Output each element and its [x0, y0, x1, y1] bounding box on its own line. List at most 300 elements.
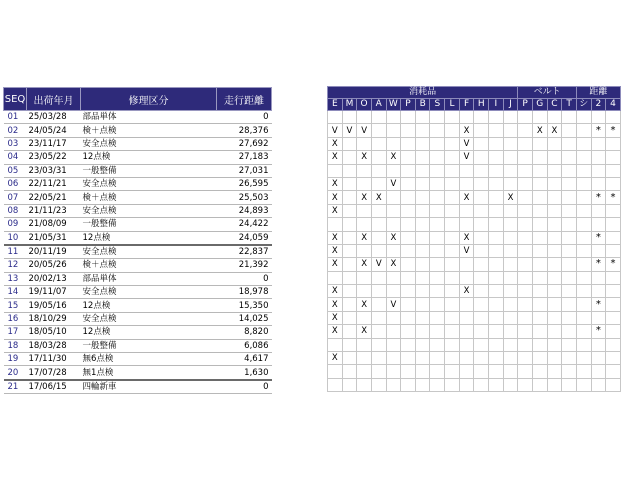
parts-mark-cell: [386, 204, 401, 217]
parts-mark-cell: [576, 164, 591, 177]
parts-mark-cell: [547, 258, 562, 271]
parts-mark-cell: [532, 378, 547, 391]
date-cell: 23/11/17: [27, 137, 81, 150]
parts-mark-cell: [342, 285, 357, 298]
parts-column-header: シ: [576, 99, 591, 111]
date-cell: 23/05/22: [27, 151, 81, 164]
parts-mark-cell: X: [328, 258, 343, 271]
parts-row: [328, 191, 621, 204]
parts-mark-cell: [445, 325, 460, 338]
parts-mark-cell: [342, 137, 357, 150]
parts-mark-cell: [401, 164, 416, 177]
parts-mark-cell: [562, 231, 577, 244]
seq-cell: 20: [4, 366, 27, 380]
repair-type-cell: 安全点検: [81, 286, 217, 299]
parts-mark-cell: [474, 164, 489, 177]
parts-mark-cell: [371, 338, 386, 351]
parts-mark-cell: V: [459, 137, 474, 150]
date-cell: 25/03/28: [27, 111, 81, 124]
parts-group-header: 距離: [576, 87, 620, 99]
mileage-cell: 26,595: [217, 177, 272, 190]
parts-group-header: 消耗品: [328, 87, 518, 99]
mileage-cell: 4,617: [217, 353, 272, 366]
history-row: [4, 164, 272, 177]
parts-row: [328, 352, 621, 365]
parts-mark-cell: [357, 218, 372, 231]
parts-mark-cell: [503, 137, 518, 150]
parts-mark-cell: [576, 271, 591, 284]
mileage-cell: 27,692: [217, 137, 272, 150]
history-row: [4, 137, 272, 150]
parts-mark-cell: X: [328, 352, 343, 365]
parts-mark-cell: [459, 311, 474, 324]
parts-mark-cell: [357, 311, 372, 324]
date-cell: 17/07/28: [27, 366, 81, 380]
parts-mark-cell: V: [386, 177, 401, 190]
parts-mark-cell: [489, 151, 504, 164]
parts-mark-cell: X: [328, 311, 343, 324]
parts-mark-cell: [357, 177, 372, 190]
header-mileage: 走行距離: [217, 88, 272, 111]
parts-mark-cell: [532, 311, 547, 324]
parts-mark-cell: [518, 244, 533, 257]
parts-mark-cell: [606, 204, 621, 217]
parts-mark-cell: [532, 218, 547, 231]
mileage-cell: 24,422: [217, 218, 272, 231]
parts-mark-cell: [518, 151, 533, 164]
parts-mark-cell: [591, 204, 606, 217]
parts-mark-cell: [474, 204, 489, 217]
parts-mark-cell: [445, 164, 460, 177]
seq-cell: 08: [4, 204, 27, 217]
parts-mark-cell: [591, 338, 606, 351]
parts-mark-cell: [386, 271, 401, 284]
parts-mark-cell: [401, 325, 416, 338]
parts-mark-cell: [445, 298, 460, 311]
parts-mark-cell: [357, 352, 372, 365]
parts-mark-cell: [415, 244, 430, 257]
parts-mark-cell: [430, 124, 445, 137]
parts-mark-cell: [532, 164, 547, 177]
parts-mark-cell: [445, 177, 460, 190]
parts-mark-cell: [562, 177, 577, 190]
parts-mark-cell: [445, 137, 460, 150]
parts-column-header: 2: [591, 99, 606, 111]
parts-mark-cell: [357, 285, 372, 298]
parts-mark-cell: [415, 325, 430, 338]
parts-mark-cell: *: [606, 258, 621, 271]
parts-mark-cell: [562, 218, 577, 231]
repair-type-cell: 無6点検: [81, 353, 217, 366]
history-row: [4, 339, 272, 352]
parts-mark-cell: [562, 204, 577, 217]
parts-column-header: P: [518, 99, 533, 111]
parts-mark-cell: [532, 177, 547, 190]
parts-mark-cell: [489, 177, 504, 190]
parts-mark-cell: X: [386, 151, 401, 164]
repair-type-cell: 検＋点検: [81, 259, 217, 272]
parts-mark-cell: [562, 151, 577, 164]
parts-mark-cell: [576, 111, 591, 124]
parts-mark-cell: [357, 271, 372, 284]
mileage-cell: 14,025: [217, 312, 272, 325]
parts-mark-cell: [445, 218, 460, 231]
parts-mark-cell: [606, 164, 621, 177]
parts-mark-cell: [371, 285, 386, 298]
history-row: [4, 353, 272, 366]
date-cell: 17/06/15: [27, 380, 81, 394]
parts-mark-cell: [576, 338, 591, 351]
parts-mark-cell: [342, 298, 357, 311]
parts-mark-cell: [503, 164, 518, 177]
parts-mark-cell: [459, 218, 474, 231]
parts-mark-cell: [371, 151, 386, 164]
parts-mark-cell: [562, 365, 577, 378]
parts-mark-cell: [401, 191, 416, 204]
parts-mark-cell: V: [459, 244, 474, 257]
parts-mark-cell: [576, 378, 591, 391]
parts-mark-cell: [371, 164, 386, 177]
parts-mark-cell: [357, 244, 372, 257]
parts-mark-cell: [591, 352, 606, 365]
parts-mark-cell: [401, 285, 416, 298]
parts-mark-cell: [342, 271, 357, 284]
parts-mark-cell: [489, 298, 504, 311]
parts-mark-cell: [357, 137, 372, 150]
parts-mark-cell: [386, 311, 401, 324]
parts-mark-cell: [459, 258, 474, 271]
parts-row: [328, 338, 621, 351]
parts-mark-cell: [415, 258, 430, 271]
parts-mark-cell: [532, 352, 547, 365]
date-cell: 19/05/16: [27, 299, 81, 312]
parts-mark-cell: [606, 352, 621, 365]
parts-mark-cell: [474, 218, 489, 231]
parts-mark-cell: [342, 151, 357, 164]
parts-mark-cell: [445, 285, 460, 298]
parts-mark-cell: [489, 124, 504, 137]
parts-mark-cell: [576, 285, 591, 298]
parts-row: [328, 298, 621, 311]
parts-mark-cell: X: [386, 258, 401, 271]
parts-mark-cell: [591, 137, 606, 150]
header-seq: SEQ: [4, 88, 27, 111]
parts-mark-cell: [532, 111, 547, 124]
repair-type-cell: 検＋点検: [81, 124, 217, 137]
parts-mark-cell: [503, 204, 518, 217]
parts-mark-cell: [606, 111, 621, 124]
date-cell: 17/11/30: [27, 353, 81, 366]
parts-mark-cell: [459, 111, 474, 124]
parts-mark-cell: [386, 325, 401, 338]
parts-mark-cell: [489, 191, 504, 204]
parts-mark-cell: *: [591, 298, 606, 311]
history-header-row: [4, 88, 272, 111]
parts-mark-cell: [445, 231, 460, 244]
parts-mark-cell: [430, 191, 445, 204]
parts-mark-cell: [445, 365, 460, 378]
parts-mark-cell: [415, 137, 430, 150]
parts-mark-cell: [503, 338, 518, 351]
parts-mark-cell: [576, 177, 591, 190]
parts-mark-cell: [445, 338, 460, 351]
parts-row: [328, 204, 621, 217]
parts-mark-cell: [430, 325, 445, 338]
parts-column-header: B: [415, 99, 430, 111]
repair-type-cell: 安全点検: [81, 312, 217, 325]
parts-mark-cell: [328, 365, 343, 378]
parts-mark-cell: [489, 218, 504, 231]
parts-mark-cell: [562, 311, 577, 324]
parts-mark-cell: X: [459, 231, 474, 244]
parts-mark-cell: [503, 244, 518, 257]
date-cell: 23/03/31: [27, 164, 81, 177]
parts-mark-cell: [547, 204, 562, 217]
parts-column-header: 4: [606, 99, 621, 111]
parts-mark-cell: [445, 124, 460, 137]
parts-mark-cell: *: [591, 325, 606, 338]
parts-mark-cell: [518, 124, 533, 137]
parts-mark-cell: [357, 164, 372, 177]
parts-mark-cell: [357, 365, 372, 378]
parts-mark-cell: [401, 378, 416, 391]
parts-mark-cell: [606, 244, 621, 257]
parts-mark-cell: X: [503, 191, 518, 204]
parts-mark-cell: [445, 204, 460, 217]
parts-mark-cell: [401, 137, 416, 150]
parts-row: [328, 218, 621, 231]
parts-mark-cell: [430, 164, 445, 177]
parts-mark-cell: [518, 218, 533, 231]
parts-mark-cell: [591, 365, 606, 378]
parts-mark-cell: [401, 271, 416, 284]
parts-mark-cell: [386, 285, 401, 298]
parts-mark-cell: [401, 151, 416, 164]
date-cell: 18/05/10: [27, 326, 81, 339]
parts-mark-cell: [474, 352, 489, 365]
parts-mark-cell: [459, 164, 474, 177]
parts-column-header: P: [401, 99, 416, 111]
history-row: [4, 299, 272, 312]
repair-type-cell: 12点検: [81, 326, 217, 339]
parts-mark-cell: [459, 271, 474, 284]
parts-mark-cell: [386, 352, 401, 365]
parts-mark-cell: [474, 244, 489, 257]
mileage-cell: 0: [217, 272, 272, 285]
parts-mark-cell: [430, 378, 445, 391]
parts-mark-cell: X: [328, 204, 343, 217]
parts-mark-cell: [401, 244, 416, 257]
parts-column-header: C: [547, 99, 562, 111]
parts-column-header: O: [357, 99, 372, 111]
parts-mark-cell: [606, 177, 621, 190]
parts-mark-cell: [401, 124, 416, 137]
parts-mark-cell: [401, 111, 416, 124]
parts-mark-cell: [474, 258, 489, 271]
parts-mark-cell: [547, 111, 562, 124]
parts-mark-cell: [430, 204, 445, 217]
parts-mark-cell: [489, 325, 504, 338]
repair-type-cell: 12点検: [81, 151, 217, 164]
parts-mark-cell: [532, 258, 547, 271]
parts-mark-cell: V: [328, 124, 343, 137]
parts-mark-cell: V: [459, 151, 474, 164]
parts-mark-cell: X: [357, 325, 372, 338]
parts-mark-cell: [518, 231, 533, 244]
parts-mark-cell: [547, 352, 562, 365]
date-cell: 18/10/29: [27, 312, 81, 325]
parts-mark-cell: [328, 164, 343, 177]
parts-mark-cell: [518, 137, 533, 150]
parts-mark-cell: X: [328, 298, 343, 311]
mileage-cell: 15,350: [217, 299, 272, 312]
parts-mark-cell: [591, 111, 606, 124]
parts-mark-cell: [547, 271, 562, 284]
repair-type-cell: 一般整備: [81, 164, 217, 177]
parts-mark-cell: [606, 338, 621, 351]
parts-mark-cell: [489, 352, 504, 365]
parts-mark-cell: [547, 338, 562, 351]
parts-mark-cell: [591, 218, 606, 231]
parts-mark-cell: [371, 177, 386, 190]
parts-mark-cell: [445, 311, 460, 324]
parts-mark-cell: [474, 298, 489, 311]
parts-mark-cell: [489, 164, 504, 177]
seq-cell: 06: [4, 177, 27, 190]
parts-mark-cell: [518, 271, 533, 284]
parts-mark-cell: [401, 177, 416, 190]
parts-mark-cell: [459, 352, 474, 365]
parts-mark-cell: [562, 258, 577, 271]
parts-mark-cell: [606, 151, 621, 164]
parts-mark-cell: [430, 365, 445, 378]
repair-type-cell: 12点検: [81, 231, 217, 245]
parts-mark-cell: [371, 271, 386, 284]
parts-mark-cell: *: [591, 258, 606, 271]
parts-mark-cell: [342, 191, 357, 204]
date-cell: 20/02/13: [27, 272, 81, 285]
parts-mark-cell: [459, 325, 474, 338]
parts-mark-cell: [386, 111, 401, 124]
parts-mark-cell: [342, 231, 357, 244]
parts-group-header-row: [328, 87, 621, 99]
parts-mark-cell: [342, 204, 357, 217]
parts-mark-cell: [430, 298, 445, 311]
parts-mark-cell: [518, 378, 533, 391]
parts-mark-cell: [547, 298, 562, 311]
parts-mark-cell: [430, 151, 445, 164]
parts-mark-cell: V: [371, 258, 386, 271]
parts-mark-cell: [503, 271, 518, 284]
parts-row: [328, 124, 621, 137]
parts-mark-cell: [489, 137, 504, 150]
parts-mark-cell: [562, 378, 577, 391]
parts-mark-cell: [489, 258, 504, 271]
parts-mark-cell: [371, 378, 386, 391]
parts-mark-cell: [547, 177, 562, 190]
parts-mark-cell: [503, 285, 518, 298]
parts-mark-cell: [445, 244, 460, 257]
history-row: [4, 326, 272, 339]
parts-mark-cell: [576, 137, 591, 150]
parts-mark-cell: [415, 365, 430, 378]
parts-mark-cell: [518, 164, 533, 177]
parts-mark-cell: X: [357, 258, 372, 271]
parts-mark-cell: [415, 204, 430, 217]
date-cell: 21/05/31: [27, 231, 81, 245]
parts-mark-cell: [430, 244, 445, 257]
parts-mark-cell: [357, 204, 372, 217]
parts-mark-cell: [547, 151, 562, 164]
parts-mark-cell: [415, 285, 430, 298]
parts-mark-cell: [474, 365, 489, 378]
parts-mark-cell: [532, 338, 547, 351]
parts-mark-cell: [445, 111, 460, 124]
parts-mark-cell: [591, 285, 606, 298]
seq-cell: 19: [4, 353, 27, 366]
parts-mark-cell: [503, 111, 518, 124]
repair-type-cell: 無1点検: [81, 366, 217, 380]
parts-mark-cell: [591, 164, 606, 177]
mileage-cell: 28,376: [217, 124, 272, 137]
parts-mark-cell: [474, 325, 489, 338]
seq-cell: 16: [4, 312, 27, 325]
parts-mark-cell: X: [328, 177, 343, 190]
seq-cell: 18: [4, 339, 27, 352]
parts-mark-cell: [474, 311, 489, 324]
parts-mark-cell: [562, 271, 577, 284]
parts-row: [328, 365, 621, 378]
parts-mark-cell: [371, 365, 386, 378]
parts-mark-cell: V: [386, 298, 401, 311]
parts-mark-cell: [386, 164, 401, 177]
parts-mark-cell: [547, 311, 562, 324]
parts-mark-cell: [591, 151, 606, 164]
parts-mark-cell: [518, 338, 533, 351]
parts-mark-cell: [415, 111, 430, 124]
parts-row: [328, 271, 621, 284]
parts-mark-cell: X: [357, 151, 372, 164]
mileage-cell: 1,630: [217, 366, 272, 380]
parts-mark-cell: [591, 177, 606, 190]
parts-row: [328, 164, 621, 177]
parts-mark-cell: [489, 111, 504, 124]
mileage-cell: 27,183: [217, 151, 272, 164]
parts-mark-cell: [518, 258, 533, 271]
parts-mark-cell: [386, 124, 401, 137]
parts-mark-cell: [401, 365, 416, 378]
parts-mark-cell: [489, 271, 504, 284]
parts-mark-cell: [430, 258, 445, 271]
parts-mark-cell: [474, 285, 489, 298]
parts-mark-cell: [415, 338, 430, 351]
parts-mark-cell: [606, 298, 621, 311]
seq-cell: 14: [4, 286, 27, 299]
date-cell: 20/11/19: [27, 245, 81, 259]
mileage-cell: 24,059: [217, 231, 272, 245]
parts-mark-cell: [576, 352, 591, 365]
history-row: [4, 124, 272, 137]
parts-mark-cell: [503, 352, 518, 365]
parts-mark-cell: [342, 338, 357, 351]
parts-column-header: T: [562, 99, 577, 111]
repair-type-cell: 安全点検: [81, 245, 217, 259]
parts-mark-cell: [576, 151, 591, 164]
parts-mark-cell: [430, 285, 445, 298]
parts-mark-cell: [532, 231, 547, 244]
parts-mark-cell: [518, 298, 533, 311]
parts-mark-cell: [562, 137, 577, 150]
